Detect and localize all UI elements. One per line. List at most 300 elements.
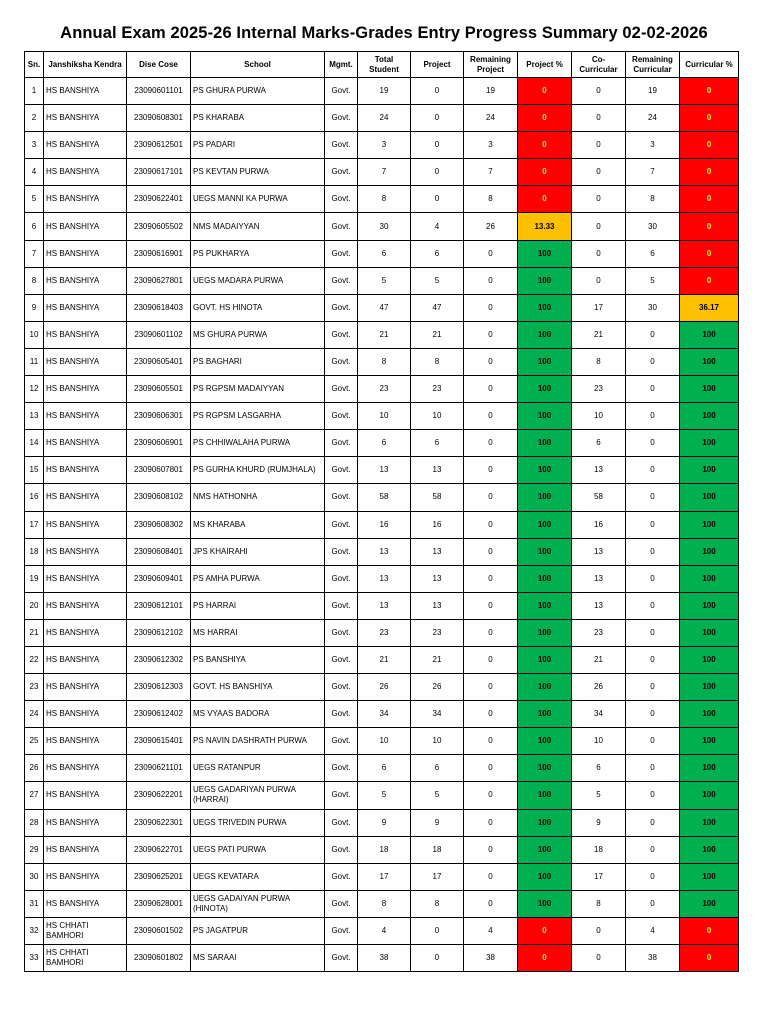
cell-kendra: HS BANSHIYA — [44, 592, 127, 619]
cell-kendra: HS BANSHIYA — [44, 132, 127, 159]
cell-dise: 23090615401 — [127, 728, 191, 755]
header-cell-remaining-curricular: Remaining Curricular — [626, 52, 680, 78]
cell-dise: 23090605502 — [127, 213, 191, 240]
cell-total-student: 24 — [358, 105, 411, 132]
cell-project: 26 — [411, 674, 464, 701]
cell-dise: 23090628001 — [127, 890, 191, 917]
table-row — [25, 267, 739, 294]
cell-curricular-pct: 0 — [680, 267, 739, 294]
cell-dise: 23090622401 — [127, 186, 191, 213]
cell-remaining-project: 26 — [464, 213, 518, 240]
cell-remaining-project: 0 — [464, 484, 518, 511]
cell-co-curricular: 0 — [572, 917, 626, 944]
cell-sn: 16 — [25, 484, 44, 511]
cell-remaining-curricular: 0 — [626, 538, 680, 565]
cell-project-pct: 0 — [518, 105, 572, 132]
cell-mgmt: Govt. — [325, 836, 358, 863]
cell-kendra: HS BANSHIYA — [44, 701, 127, 728]
cell-remaining-curricular: 0 — [626, 646, 680, 673]
cell-co-curricular: 17 — [572, 294, 626, 321]
page-title: Annual Exam 2025-26 Internal Marks-Grades Entry Progress Summary 02-02-2026 — [60, 24, 708, 42]
cell-total-student: 23 — [358, 619, 411, 646]
header-cell-remaining-project: Remaining Project — [464, 52, 518, 78]
cell-dise: 23090612302 — [127, 646, 191, 673]
cell-remaining-curricular: 19 — [626, 78, 680, 105]
cell-sn: 25 — [25, 728, 44, 755]
cell-project-pct: 100 — [518, 701, 572, 728]
cell-remaining-curricular: 0 — [626, 484, 680, 511]
cell-kendra: HS BANSHIYA — [44, 159, 127, 186]
cell-kendra: HS BANSHIYA — [44, 78, 127, 105]
cell-kendra: HS BANSHIYA — [44, 213, 127, 240]
cell-total-student: 5 — [358, 782, 411, 809]
cell-remaining-project: 0 — [464, 511, 518, 538]
cell-remaining-project: 3 — [464, 132, 518, 159]
cell-school: PS JAGATPUR — [191, 917, 325, 944]
cell-project-pct: 100 — [518, 403, 572, 430]
cell-school: MS VYAAS BADORA — [191, 701, 325, 728]
cell-dise: 23090601802 — [127, 945, 191, 972]
cell-total-student: 7 — [358, 159, 411, 186]
cell-mgmt: Govt. — [325, 267, 358, 294]
cell-total-student: 10 — [358, 403, 411, 430]
cell-remaining-project: 0 — [464, 457, 518, 484]
cell-total-student: 47 — [358, 294, 411, 321]
cell-curricular-pct: 100 — [680, 457, 739, 484]
cell-curricular-pct: 0 — [680, 945, 739, 972]
cell-total-student: 21 — [358, 321, 411, 348]
table-row — [25, 105, 739, 132]
cell-remaining-curricular: 0 — [626, 836, 680, 863]
cell-mgmt: Govt. — [325, 809, 358, 836]
table-row — [25, 78, 739, 105]
header-cell-total-student: Total Student — [358, 52, 411, 78]
cell-mgmt: Govt. — [325, 484, 358, 511]
cell-remaining-curricular: 0 — [626, 403, 680, 430]
cell-project-pct: 100 — [518, 646, 572, 673]
cell-project-pct: 100 — [518, 809, 572, 836]
cell-total-student: 13 — [358, 457, 411, 484]
table-row — [25, 809, 739, 836]
cell-co-curricular: 23 — [572, 619, 626, 646]
cell-curricular-pct: 0 — [680, 132, 739, 159]
cell-remaining-project: 0 — [464, 646, 518, 673]
cell-project: 0 — [411, 917, 464, 944]
cell-project: 21 — [411, 321, 464, 348]
cell-mgmt: Govt. — [325, 701, 358, 728]
cell-project-pct: 0 — [518, 945, 572, 972]
cell-kendra: HS BANSHIYA — [44, 755, 127, 782]
cell-project: 21 — [411, 646, 464, 673]
cell-co-curricular: 58 — [572, 484, 626, 511]
cell-curricular-pct: 100 — [680, 836, 739, 863]
cell-curricular-pct: 100 — [680, 674, 739, 701]
cell-school: PS KHARABA — [191, 105, 325, 132]
cell-remaining-curricular: 0 — [626, 619, 680, 646]
cell-project: 17 — [411, 863, 464, 890]
cell-project: 23 — [411, 376, 464, 403]
cell-kendra: HS BANSHIYA — [44, 836, 127, 863]
cell-project-pct: 100 — [518, 836, 572, 863]
table-row — [25, 646, 739, 673]
cell-kendra: HS BANSHIYA — [44, 565, 127, 592]
cell-dise: 23090612102 — [127, 619, 191, 646]
cell-total-student: 18 — [358, 836, 411, 863]
cell-co-curricular: 17 — [572, 863, 626, 890]
cell-school: PS RGPSM LASGARHA — [191, 403, 325, 430]
cell-school: PS AMHA PURWA — [191, 565, 325, 592]
cell-project-pct: 100 — [518, 755, 572, 782]
cell-sn: 3 — [25, 132, 44, 159]
cell-sn: 26 — [25, 755, 44, 782]
cell-sn: 18 — [25, 538, 44, 565]
cell-kendra: HS BANSHIYA — [44, 376, 127, 403]
cell-remaining-curricular: 0 — [626, 728, 680, 755]
cell-remaining-project: 19 — [464, 78, 518, 105]
cell-co-curricular: 13 — [572, 538, 626, 565]
cell-project: 0 — [411, 945, 464, 972]
cell-project: 23 — [411, 619, 464, 646]
header-cell-project: Project — [411, 52, 464, 78]
cell-co-curricular: 0 — [572, 78, 626, 105]
cell-remaining-curricular: 38 — [626, 945, 680, 972]
cell-project-pct: 100 — [518, 782, 572, 809]
cell-mgmt: Govt. — [325, 105, 358, 132]
cell-co-curricular: 13 — [572, 457, 626, 484]
cell-remaining-curricular: 7 — [626, 159, 680, 186]
cell-remaining-curricular: 30 — [626, 294, 680, 321]
cell-project: 0 — [411, 159, 464, 186]
cell-curricular-pct: 100 — [680, 728, 739, 755]
cell-dise: 23090618403 — [127, 294, 191, 321]
cell-remaining-project: 0 — [464, 619, 518, 646]
table-row — [25, 917, 739, 944]
cell-dise: 23090622301 — [127, 809, 191, 836]
cell-dise: 23090605401 — [127, 348, 191, 375]
cell-kendra: HS BANSHIYA — [44, 240, 127, 267]
cell-remaining-curricular: 0 — [626, 376, 680, 403]
cell-project-pct: 100 — [518, 348, 572, 375]
cell-project: 6 — [411, 240, 464, 267]
cell-sn: 32 — [25, 917, 44, 944]
cell-co-curricular: 0 — [572, 240, 626, 267]
cell-project-pct: 100 — [518, 674, 572, 701]
cell-sn: 24 — [25, 701, 44, 728]
cell-mgmt: Govt. — [325, 674, 358, 701]
cell-mgmt: Govt. — [325, 782, 358, 809]
cell-project-pct: 100 — [518, 240, 572, 267]
table-row — [25, 294, 739, 321]
cell-curricular-pct: 100 — [680, 321, 739, 348]
cell-kendra: HS BANSHIYA — [44, 646, 127, 673]
cell-sn: 12 — [25, 376, 44, 403]
cell-sn: 15 — [25, 457, 44, 484]
cell-kendra: HS BANSHIYA — [44, 619, 127, 646]
cell-kendra: HS BANSHIYA — [44, 728, 127, 755]
cell-remaining-project: 0 — [464, 674, 518, 701]
cell-mgmt: Govt. — [325, 863, 358, 890]
cell-remaining-curricular: 0 — [626, 863, 680, 890]
table-row — [25, 321, 739, 348]
cell-curricular-pct: 100 — [680, 755, 739, 782]
cell-kendra: HS BANSHIYA — [44, 674, 127, 701]
cell-dise: 23090622201 — [127, 782, 191, 809]
table-row — [25, 186, 739, 213]
header-cell-project-pct: Project % — [518, 52, 572, 78]
cell-remaining-project: 0 — [464, 809, 518, 836]
cell-remaining-project: 0 — [464, 403, 518, 430]
cell-sn: 8 — [25, 267, 44, 294]
cell-curricular-pct: 0 — [680, 917, 739, 944]
cell-school: NMS HATHONHA — [191, 484, 325, 511]
cell-project: 4 — [411, 213, 464, 240]
table-row — [25, 565, 739, 592]
cell-remaining-curricular: 0 — [626, 430, 680, 457]
cell-remaining-project: 0 — [464, 565, 518, 592]
table-row — [25, 538, 739, 565]
table-row — [25, 213, 739, 240]
cell-remaining-curricular: 0 — [626, 348, 680, 375]
cell-project-pct: 100 — [518, 538, 572, 565]
cell-curricular-pct: 100 — [680, 484, 739, 511]
cell-total-student: 26 — [358, 674, 411, 701]
cell-project: 34 — [411, 701, 464, 728]
cell-project-pct: 100 — [518, 430, 572, 457]
cell-sn: 6 — [25, 213, 44, 240]
cell-co-curricular: 8 — [572, 348, 626, 375]
cell-mgmt: Govt. — [325, 403, 358, 430]
cell-project-pct: 13.33 — [518, 213, 572, 240]
cell-mgmt: Govt. — [325, 917, 358, 944]
cell-project: 0 — [411, 78, 464, 105]
table-row — [25, 511, 739, 538]
cell-remaining-curricular: 8 — [626, 186, 680, 213]
cell-curricular-pct: 0 — [680, 105, 739, 132]
header-row — [25, 52, 739, 78]
cell-co-curricular: 0 — [572, 105, 626, 132]
cell-mgmt: Govt. — [325, 755, 358, 782]
cell-mgmt: Govt. — [325, 728, 358, 755]
cell-remaining-curricular: 0 — [626, 701, 680, 728]
cell-remaining-project: 0 — [464, 782, 518, 809]
table-row — [25, 836, 739, 863]
cell-kendra: HS BANSHIYA — [44, 538, 127, 565]
cell-co-curricular: 0 — [572, 159, 626, 186]
cell-sn: 2 — [25, 105, 44, 132]
cell-project: 5 — [411, 782, 464, 809]
cell-sn: 9 — [25, 294, 44, 321]
cell-curricular-pct: 100 — [680, 701, 739, 728]
table-row — [25, 782, 739, 809]
table-row — [25, 159, 739, 186]
cell-project: 13 — [411, 592, 464, 619]
cell-total-student: 13 — [358, 565, 411, 592]
cell-sn: 27 — [25, 782, 44, 809]
cell-project-pct: 0 — [518, 132, 572, 159]
cell-co-curricular: 18 — [572, 836, 626, 863]
cell-project: 5 — [411, 267, 464, 294]
cell-dise: 23090625201 — [127, 863, 191, 890]
cell-mgmt: Govt. — [325, 565, 358, 592]
cell-curricular-pct: 100 — [680, 619, 739, 646]
cell-sn: 21 — [25, 619, 44, 646]
cell-mgmt: Govt. — [325, 511, 358, 538]
cell-total-student: 34 — [358, 701, 411, 728]
cell-total-student: 13 — [358, 592, 411, 619]
cell-school: PS GHURA PURWA — [191, 78, 325, 105]
cell-sn: 1 — [25, 78, 44, 105]
cell-total-student: 4 — [358, 917, 411, 944]
header-cell-sn: Sn. — [25, 52, 44, 78]
cell-school: NMS MADAIYYAN — [191, 213, 325, 240]
cell-remaining-curricular: 4 — [626, 917, 680, 944]
cell-project-pct: 0 — [518, 186, 572, 213]
cell-mgmt: Govt. — [325, 186, 358, 213]
cell-sn: 31 — [25, 890, 44, 917]
cell-school: UEGS MANNI KA PURWA — [191, 186, 325, 213]
cell-kendra: HS CHHATI BAMHORI — [44, 945, 127, 972]
cell-project: 13 — [411, 457, 464, 484]
cell-co-curricular: 21 — [572, 646, 626, 673]
cell-school: PS BAGHARI — [191, 348, 325, 375]
cell-dise: 23090601102 — [127, 321, 191, 348]
cell-remaining-curricular: 0 — [626, 890, 680, 917]
table-row — [25, 457, 739, 484]
cell-total-student: 6 — [358, 755, 411, 782]
cell-mgmt: Govt. — [325, 890, 358, 917]
cell-project: 18 — [411, 836, 464, 863]
cell-co-curricular: 0 — [572, 945, 626, 972]
cell-mgmt: Govt. — [325, 592, 358, 619]
cell-co-curricular: 34 — [572, 701, 626, 728]
table-row — [25, 403, 739, 430]
cell-total-student: 58 — [358, 484, 411, 511]
cell-remaining-project: 0 — [464, 755, 518, 782]
cell-curricular-pct: 100 — [680, 592, 739, 619]
cell-project-pct: 100 — [518, 457, 572, 484]
cell-dise: 23090601101 — [127, 78, 191, 105]
cell-curricular-pct: 100 — [680, 348, 739, 375]
cell-dise: 23090622701 — [127, 836, 191, 863]
cell-total-student: 23 — [358, 376, 411, 403]
cell-curricular-pct: 100 — [680, 863, 739, 890]
cell-total-student: 5 — [358, 267, 411, 294]
cell-remaining-curricular: 0 — [626, 674, 680, 701]
cell-remaining-curricular: 0 — [626, 809, 680, 836]
cell-total-student: 8 — [358, 348, 411, 375]
cell-co-curricular: 13 — [572, 592, 626, 619]
cell-project: 0 — [411, 186, 464, 213]
cell-mgmt: Govt. — [325, 646, 358, 673]
cell-dise: 23090621101 — [127, 755, 191, 782]
table-row — [25, 728, 739, 755]
cell-project-pct: 100 — [518, 321, 572, 348]
cell-co-curricular: 23 — [572, 376, 626, 403]
cell-dise: 23090606301 — [127, 403, 191, 430]
cell-mgmt: Govt. — [325, 348, 358, 375]
cell-remaining-project: 8 — [464, 186, 518, 213]
cell-total-student: 3 — [358, 132, 411, 159]
cell-kendra: HS BANSHIYA — [44, 348, 127, 375]
table-row — [25, 132, 739, 159]
cell-total-student: 38 — [358, 945, 411, 972]
cell-dise: 23090616901 — [127, 240, 191, 267]
cell-kendra: HS BANSHIYA — [44, 890, 127, 917]
cell-project: 6 — [411, 430, 464, 457]
cell-curricular-pct: 36.17 — [680, 294, 739, 321]
cell-mgmt: Govt. — [325, 213, 358, 240]
cell-sn: 4 — [25, 159, 44, 186]
cell-sn: 33 — [25, 945, 44, 972]
cell-school: MS SARAAI — [191, 945, 325, 972]
cell-remaining-curricular: 0 — [626, 592, 680, 619]
cell-mgmt: Govt. — [325, 376, 358, 403]
cell-sn: 28 — [25, 809, 44, 836]
header-cell-curricular-pct: Curricular % — [680, 52, 739, 78]
cell-project-pct: 100 — [518, 511, 572, 538]
cell-mgmt: Govt. — [325, 78, 358, 105]
cell-school: PS RGPSM MADAIYYAN — [191, 376, 325, 403]
cell-project: 0 — [411, 132, 464, 159]
progress-summary-table — [24, 51, 739, 972]
cell-remaining-project: 0 — [464, 348, 518, 375]
cell-sn: 5 — [25, 186, 44, 213]
cell-remaining-project: 0 — [464, 728, 518, 755]
cell-kendra: HS BANSHIYA — [44, 809, 127, 836]
cell-co-curricular: 8 — [572, 890, 626, 917]
cell-co-curricular: 26 — [572, 674, 626, 701]
cell-total-student: 6 — [358, 430, 411, 457]
cell-total-student: 9 — [358, 809, 411, 836]
cell-project-pct: 100 — [518, 565, 572, 592]
cell-dise: 23090608302 — [127, 511, 191, 538]
cell-remaining-curricular: 6 — [626, 240, 680, 267]
cell-school: MS KHARABA — [191, 511, 325, 538]
cell-remaining-curricular: 24 — [626, 105, 680, 132]
cell-total-student: 21 — [358, 646, 411, 673]
cell-sn: 22 — [25, 646, 44, 673]
cell-sn: 13 — [25, 403, 44, 430]
cell-remaining-project: 0 — [464, 321, 518, 348]
cell-remaining-project: 24 — [464, 105, 518, 132]
cell-kendra: HS BANSHIYA — [44, 105, 127, 132]
cell-co-curricular: 0 — [572, 186, 626, 213]
cell-project-pct: 100 — [518, 863, 572, 890]
cell-remaining-project: 0 — [464, 701, 518, 728]
cell-curricular-pct: 100 — [680, 403, 739, 430]
cell-total-student: 8 — [358, 186, 411, 213]
cell-co-curricular: 6 — [572, 755, 626, 782]
cell-remaining-project: 0 — [464, 863, 518, 890]
cell-kendra: HS BANSHIYA — [44, 511, 127, 538]
cell-kendra: HS BANSHIYA — [44, 321, 127, 348]
cell-project: 8 — [411, 348, 464, 375]
cell-dise: 23090612501 — [127, 132, 191, 159]
cell-mgmt: Govt. — [325, 159, 358, 186]
cell-co-curricular: 13 — [572, 565, 626, 592]
cell-curricular-pct: 100 — [680, 538, 739, 565]
cell-remaining-project: 0 — [464, 836, 518, 863]
cell-dise: 23090608301 — [127, 105, 191, 132]
cell-mgmt: Govt. — [325, 945, 358, 972]
cell-sn: 14 — [25, 430, 44, 457]
cell-remaining-curricular: 0 — [626, 755, 680, 782]
cell-sn: 17 — [25, 511, 44, 538]
cell-mgmt: Govt. — [325, 538, 358, 565]
cell-curricular-pct: 100 — [680, 430, 739, 457]
cell-school: PS BANSHIYA — [191, 646, 325, 673]
cell-mgmt: Govt. — [325, 457, 358, 484]
